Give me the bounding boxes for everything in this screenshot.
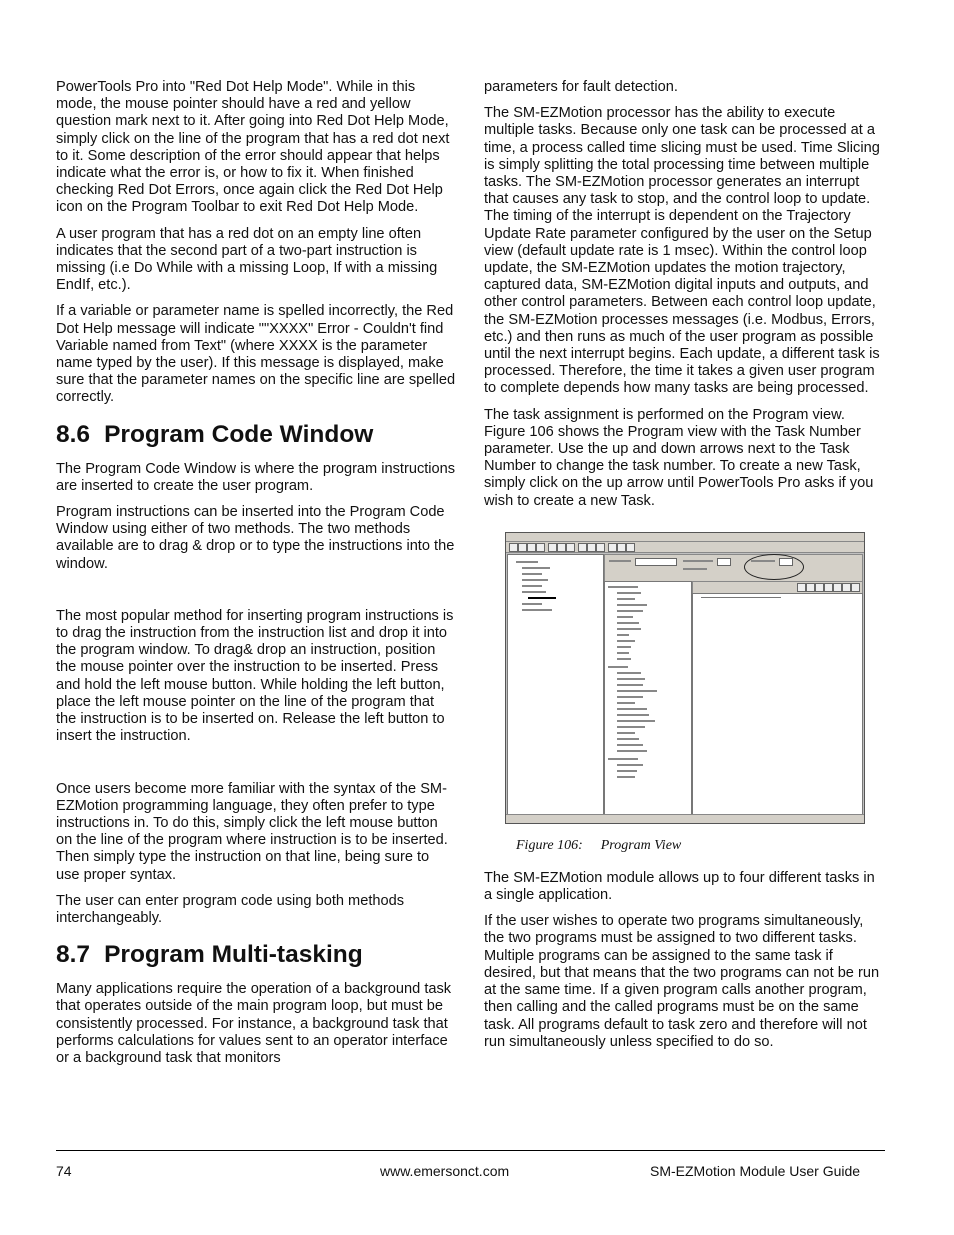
hierarchy-tree [507, 554, 604, 817]
paragraph: The SM-EZMotion processor has the ability to execute multiple tasks. Because only one task can be processed at a time, a process called time slicing must be used. Time Slicing is simply splitting the total processing time between multiple tasks. The SM-EZMotion processor generates an interrupt that causes any task to stop, and the control loop to update. The timing of the interrupt is dependent on the Trajectory Update Rate parameter configured by the user on the Setup view (default update rate is 1 msec). Within the control loop update, the SM-EZMotion updates the motion trajectory, captured data, SM-EZMotion digital inputs and outputs, and other control parameters. Between each control loop update, the SM-EZMotion processes messages (i.e. Modbus, Errors, etc.) and then runs as much of the user program as possible until the next interrupt begins. Each update, a different task is processed. Therefore, the time it takes a given user program to complete depends how many tasks are being processed. [484, 105, 880, 397]
task-number-highlight [744, 554, 804, 580]
figure-title: Program View [600, 837, 682, 853]
program-code-window [692, 593, 863, 817]
section-number: 8.7 [56, 941, 91, 969]
paragraph: A user program that has a red dot on an empty line often indicates that the second part of a two-part instruction is missing (i.e Do While with a missing Loop, If with a missing EndIf, etc.). [56, 225, 438, 294]
status-bar [506, 814, 864, 823]
paragraph: The SM-EZMotion module allows up to four different tasks in a single application. [484, 869, 875, 904]
app-toolbar [506, 542, 864, 553]
page-number: 74 [56, 1163, 72, 1179]
paragraph: The user can enter program code using both methods interchangeably. [56, 892, 405, 926]
program-view-screenshot [505, 532, 865, 824]
paragraph: If a variable or parameter name is spelled incorrectly, the Red Dot Help message will indicate ""XXXX" Error - Couldn't find Variable named from Text" (where XXXX is the parameter name typed by the user). If this message is displayed, make sure that the parameter names on the specific line are spelled correctly. [56, 303, 456, 406]
paragraph: The Program Code Window is where the program instructions are inserted to create the user program. [56, 460, 456, 494]
app-menubar [506, 533, 864, 542]
paragraph: PowerTools Pro into "Red Dot Help Mode". While in this mode, the mouse pointer should have a red and yellow question mark next to it. After going into Red Dot Help Mode, simply click on the line of the program that has a red dot next to it. Some description of the error should appear that helps indicate what the error is, or how to fix it. When finished checking Red Dot Errors, once again click the Red Dot Help icon on the Program Toolbar to exit Red Dot Help Mode. [56, 79, 450, 216]
instruction-list [604, 581, 692, 817]
right-column [484, 79, 884, 1060]
figure-program-view [505, 532, 865, 824]
footer-url: www.emersonct.com [380, 1163, 510, 1179]
paragraph: Once users become more familiar with the syntax of the SM-EZMotion programming language, they often prefer to type instructions in. To do this, simply click the left mouse button on the line of the program where instruction is to be inserted. Then simply type the instruction on that line, being sure to use proper syntax. [56, 780, 448, 883]
footer-title: SM-EZMotion Module User Guide [650, 1163, 861, 1179]
section-number: 8.6 [56, 420, 91, 448]
paragraph: The task assignment is performed on the Program view. Figure 106 shows the Program view with the Task Number parameter. Use the up and down arrows next to the Task Number to change the task number. To create a new Task, simply click on the up arrow until PowerTools Pro asks if you wish to create a new Task. [484, 406, 874, 509]
paragraph: If the user wishes to operate two programs simultaneously, the two programs must be assigned to two different tasks. Multiple programs can be assigned to the same task if desired, but that means that the two programs can not be run at the same time. If a given program calls another program, then calling and the called programs must be on the same task. All programs default to task zero and therefore will not run simultaneously unless specified to do so. [484, 913, 880, 1050]
program-properties-panel [604, 554, 863, 582]
figure-label: Figure 106: [516, 837, 583, 853]
section-title: Program Code Window [104, 420, 374, 448]
section-heading-8-6 [56, 421, 456, 449]
paragraph: The most popular method for inserting program instructions is to drag the instruction from the instruction list and drop it into the program window. To drag& drop an instruction, position the mouse pointer over the instruction to be inserted. Press and hold the left mouse button. While holding the left button, place the left mouse pointer on the line of the program that the instruction is to be inserted on. Release the left button to insert the instruction. [56, 607, 454, 745]
figure-caption [516, 838, 884, 854]
footer-divider [56, 1150, 885, 1151]
section-title: Program Multi-tasking [104, 941, 363, 969]
paragraph: Many applications require the operation of a background task that operates outside of the main program loop, but must be consistently processed. For instance, a background task that performs calculations for values sent to an operator interface or a background task that monitors [56, 981, 452, 1066]
section-heading-8-7 [56, 941, 456, 969]
left-column [56, 79, 456, 1076]
paragraph: parameters for fault detection. [484, 79, 678, 95]
paragraph: Program instructions can be inserted into the Program Code Window using either of two methods. The two methods available are to drag & drop or to type the instructions into the window. [56, 504, 455, 572]
